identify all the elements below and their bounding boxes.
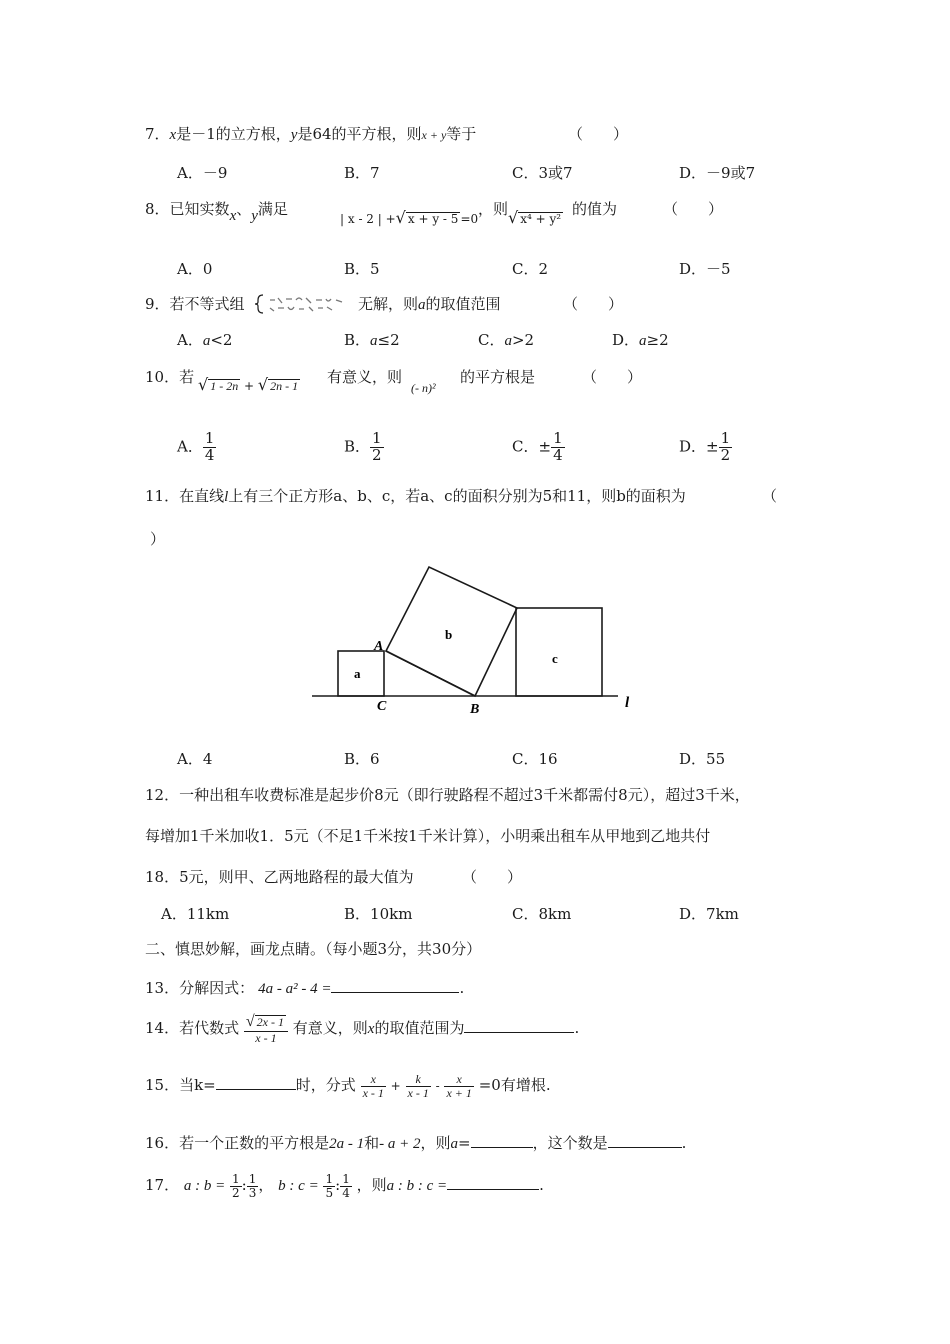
answer-blank[interactable]: [464, 1018, 574, 1033]
answer-paren-right: ）: [150, 530, 166, 548]
question-8-tail: 的值为: [572, 200, 618, 218]
answer-blank[interactable]: [216, 1075, 296, 1090]
option-d: D．－9或7: [679, 164, 756, 182]
option-a: A．0: [177, 260, 213, 278]
inequality-system-image: [254, 292, 358, 316]
question-13: 13．分解因式： 4a - a² - 4 = .: [145, 979, 465, 997]
option-b: B．a≤2: [344, 331, 400, 349]
square-c: [516, 608, 602, 696]
radical-expression: √ x⁴ + y²: [508, 208, 562, 227]
label-l: l: [625, 695, 630, 711]
answer-paren: （ ）: [568, 125, 629, 143]
option-a: A． $\frac{1}{4}$: [177, 429, 215, 464]
answer-blank[interactable]: [331, 978, 459, 993]
answer-blank[interactable]: [608, 1133, 682, 1148]
option-c: C．± $\frac{1}{4}$: [512, 429, 563, 464]
answer-paren-left: （: [762, 487, 778, 505]
answer-blank[interactable]: [471, 1133, 533, 1148]
question-15: 15．当k= 时，分式 $\frac{x}{x - 1}$ + $\frac{k}{x - 1}$ - $\frac{x}{x + 1}$ =0有增根.: [145, 1072, 551, 1100]
question-10-tail: 的平方根是: [460, 368, 536, 386]
option-d: D．7km: [679, 905, 739, 923]
question-12-line-2: 每增加1千米加收1．5元（不足1千米按1千米计算），小明乘出租车从甲地到乙地共付: [145, 827, 711, 845]
option-d: D．a≥2: [612, 331, 669, 349]
question-9-stem: 9．若不等式组: [145, 295, 245, 313]
option-b: B．10km: [344, 905, 413, 923]
option-b: B． $\frac{1}{2}$: [344, 429, 382, 464]
question-10-stem: 10．若: [145, 368, 195, 386]
option-c: C．3或7: [512, 164, 573, 182]
power-expression: (- n)²: [411, 381, 436, 395]
question-8-then: ，则: [478, 200, 509, 218]
radical-sum: √ 1 - 2n + √ 2n - 1: [198, 375, 299, 394]
option-b: B．5: [344, 260, 380, 278]
option-b: B．7: [344, 164, 380, 182]
segment-ab: [386, 651, 475, 696]
option-a: A．－9: [177, 164, 228, 182]
question-12-line-1: 12．一种出租车收费标准是起步价8元（即行驶路程不超过3千米都需付8元），超过3千米，: [145, 786, 750, 804]
option-a: A．11km: [161, 905, 230, 923]
label-b: b: [445, 627, 453, 642]
label-A: A: [374, 639, 384, 654]
answer-paren: （ ）: [663, 200, 724, 218]
option-c: C．8km: [512, 905, 572, 923]
answer-paren: （ ）: [582, 368, 643, 386]
question-14: 14．若代数式 $\frac{√ 2x - 1}{x - 1}$ 有意义，则x的取值范围为 .: [145, 1013, 580, 1045]
option-d: D．± $\frac{1}{2}$: [679, 429, 731, 464]
square-a: [338, 651, 384, 696]
label-a: a: [354, 666, 361, 681]
option-d: D．－5: [679, 260, 731, 278]
question-12-line-3: 18．5元，则甲、乙两地路程的最大值为: [145, 868, 414, 886]
question-11-stem: 11．在直线l上有三个正方形a、b、c，若a、c的面积分别为5和11，则b的面积为: [145, 487, 686, 505]
condition-expression: | x - 2 | +√ x + y - 5 =0: [340, 208, 479, 227]
question-16: 16．若一个正数的平方根是2a - 1和- a + 2，则a= ，这个数是 .: [145, 1134, 687, 1152]
option-c: C．2: [512, 260, 549, 278]
question-17: 17． a : b = $\frac{1}{2}$ : $\frac{1}{3}$ ， b : c = $\frac{1}{5}$ : $\frac{1}{4}$ ，则a : b : c = .: [145, 1172, 544, 1200]
option-a: A．4: [177, 750, 213, 768]
section-heading: 二、慎思妙解，画龙点睛。（每小题3分，共30分）: [145, 940, 482, 958]
question-8-stem: 8．已知实数x、y满足: [145, 200, 288, 224]
label-B: B: [470, 702, 480, 717]
option-c: C．16: [512, 750, 558, 768]
question-7-stem: 7．x是－1的立方根，y是64的平方根，则x + y等于: [145, 125, 477, 143]
answer-blank[interactable]: [447, 1175, 539, 1190]
option-a: A．a<2: [177, 331, 233, 349]
label-c: c: [552, 651, 558, 666]
question-9-tail: 无解，则a的取值范围: [358, 295, 501, 313]
label-C: C: [377, 699, 387, 714]
option-c: C．a>2: [478, 331, 535, 349]
answer-paren: （ ）: [462, 868, 523, 886]
squares-on-line-figure: [300, 555, 650, 720]
option-b: B．6: [344, 750, 380, 768]
option-d: D．55: [679, 750, 726, 768]
answer-paren: （ ）: [563, 295, 624, 313]
question-10-mid: 有意义，则: [327, 368, 403, 386]
